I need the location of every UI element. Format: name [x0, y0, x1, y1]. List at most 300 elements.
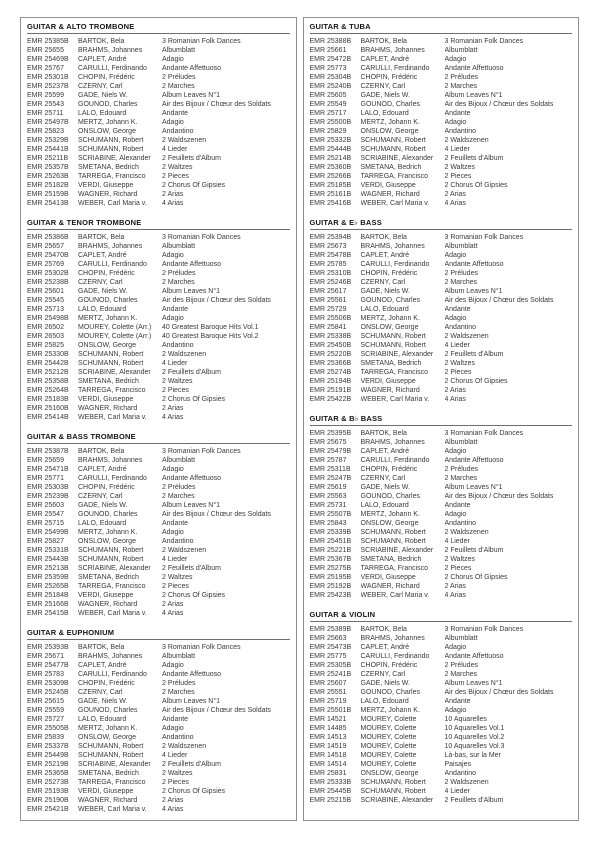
composer-name: BRAHMS, Johannes [360, 243, 425, 250]
composer-name: BARTOK, Bela [78, 38, 125, 45]
table-row [310, 55, 573, 64]
piece-title: Andantino [162, 342, 194, 349]
composer-name: SCHUMANN, Robert [78, 752, 144, 759]
piece-title: 2 Chorus Of Gipsies [162, 182, 226, 189]
section-title: GUITAR & BASS TROMBONE [27, 432, 290, 444]
table-row [310, 634, 573, 643]
catalog-number: EMR 25659 [27, 457, 64, 464]
catalog-section [310, 22, 573, 208]
piece-title: 4 Lieder [162, 752, 188, 759]
piece-title: Albumblatt [444, 243, 478, 250]
composer-name: WAGNER, Richard [78, 405, 138, 412]
catalog-number: EMR 25563 [309, 493, 347, 500]
catalog-number: EMR 25617 [309, 288, 347, 295]
composer-name: VERDI, Giuseppe [78, 396, 134, 403]
catalog-number: EMR 25339B [309, 529, 352, 536]
catalog-number: EMR 26502 [27, 324, 64, 331]
table-row [310, 582, 573, 591]
catalog-number: EMR 25507B [309, 511, 352, 518]
catalog-number: EMR 25727 [27, 716, 64, 723]
table-row [27, 706, 290, 715]
piece-title: Paisajes [444, 761, 471, 768]
composer-name: CHOPIN, Frédéric [78, 74, 135, 81]
catalog-number: EMR 25619 [309, 484, 347, 491]
section-rows [27, 447, 290, 618]
piece-title: 2 Feuillets d'Album [162, 565, 221, 572]
catalog-number: EMR 25394B [309, 234, 352, 241]
table-row [310, 64, 573, 73]
catalog-number: EMR 25332B [309, 137, 352, 144]
catalog-number: EMR 25159B [27, 191, 69, 198]
table-row [310, 769, 573, 778]
catalog-number: EMR 25441B [27, 146, 69, 153]
piece-title: 2 Feuillets d'Album [444, 797, 504, 804]
piece-title: Andantino [444, 324, 477, 331]
table-row [27, 742, 290, 751]
catalog-number: EMR 25193B [27, 788, 69, 795]
catalog-number: EMR 25729 [309, 306, 347, 313]
catalog-number: EMR 25478B [309, 252, 352, 259]
table-row [27, 341, 290, 350]
composer-name: TARREGA, Francisco [78, 583, 146, 590]
catalog-number: EMR 25506B [309, 315, 352, 322]
catalog-number: EMR 25366B [309, 360, 352, 367]
table-row [27, 688, 290, 697]
catalog-number: EMR 25329B [27, 137, 69, 144]
catalog-column-left [20, 17, 297, 821]
piece-title: Album Leaves N°1 [444, 484, 503, 491]
catalog-number: EMR 25841 [309, 324, 347, 331]
table-row [27, 652, 290, 661]
catalog-number: EMR 25302B [27, 270, 69, 277]
table-row [310, 287, 573, 296]
composer-name: TARREGA, Francisco [360, 565, 429, 572]
catalog-section [27, 22, 290, 208]
table-row [310, 760, 573, 769]
catalog-number: EMR 25607 [309, 680, 347, 687]
piece-title: 3 Romanian Folk Dances [444, 430, 524, 437]
composer-name: WAGNER, Richard [360, 583, 420, 590]
catalog-number: EMR 25303B [27, 484, 69, 491]
table-row [310, 251, 573, 260]
table-row [310, 429, 573, 438]
catalog-number: EMR 25549 [309, 101, 347, 108]
table-row [310, 546, 573, 555]
catalog-number: EMR 25182B [27, 182, 69, 189]
piece-title: Adagio [162, 725, 184, 732]
composer-name: MERTZ, Johann K. [78, 529, 138, 536]
table-row [310, 386, 573, 395]
composer-name: BRAHMS, Johannes [360, 439, 425, 446]
table-row [27, 492, 290, 501]
composer-name: MERTZ, Johann K. [360, 707, 420, 714]
table-row [27, 537, 290, 546]
composer-name: BARTOK, Bela [78, 448, 125, 455]
section-title: GUITAR & E♭ BASS [310, 218, 573, 230]
table-row [310, 91, 573, 100]
composer-name: CZERNY, Carl [78, 83, 123, 90]
catalog-number: EMR 25386B [27, 234, 69, 241]
table-row [27, 778, 290, 787]
piece-title: 40 Greatest Baroque Hits Vol.2 [162, 333, 259, 340]
piece-title: 2 Waltzes [162, 770, 193, 777]
piece-title: Andante [162, 716, 189, 723]
catalog-number: EMR 25416B [309, 200, 352, 207]
composer-name: SCRIABINE, Alexander [78, 565, 151, 572]
table-row [310, 474, 573, 483]
piece-title: 2 Marches [444, 671, 478, 678]
piece-title: Adagio [162, 119, 184, 126]
composer-name: SCRIABINE, Alexander [78, 761, 151, 768]
composer-name: CZERNY, Carl [78, 689, 123, 696]
catalog-number: EMR 25337B [27, 743, 69, 750]
table-row [27, 724, 290, 733]
catalog-number: EMR 25266B [309, 173, 352, 180]
piece-title: 2 Waldszenen [162, 137, 207, 144]
composer-name: WAGNER, Richard [78, 797, 138, 804]
piece-title: Album Leaves N°1 [444, 680, 503, 687]
composer-name: CARULLI, Ferdinando [360, 653, 430, 660]
piece-title: 4 Arias [162, 806, 184, 813]
table-row [310, 456, 573, 465]
catalog-section [27, 432, 290, 618]
composer-name: CHOPIN, Frédéric [78, 270, 135, 277]
catalog-number: EMR 25471B [27, 466, 69, 473]
table-row [27, 37, 290, 46]
composer-name: SCHUMANN, Robert [360, 538, 426, 545]
piece-title: Andante Affettuoso [444, 457, 504, 464]
composer-name: LALO, Edouard [78, 306, 127, 313]
catalog-number: EMR 25603 [27, 502, 64, 509]
catalog-number: EMR 25559 [27, 707, 64, 714]
table-row [27, 100, 290, 109]
catalog-number: EMR 25839 [27, 734, 64, 741]
catalog-number: EMR 25477B [27, 662, 69, 669]
table-row [310, 269, 573, 278]
piece-title: Adagio [162, 529, 184, 536]
catalog-number: EMR 25663 [309, 635, 347, 642]
piece-title: Andantino [444, 128, 477, 135]
piece-title: 2 Pieces [162, 173, 189, 180]
piece-title: 2 Arias [444, 583, 466, 590]
piece-title: Albumblatt [444, 439, 478, 446]
catalog-number: EMR 25731 [309, 502, 347, 509]
composer-name: CAPLET, André [360, 252, 410, 259]
piece-title: 3 Romanian Folk Dances [444, 626, 524, 633]
table-row [310, 172, 573, 181]
catalog-number: EMR 25311B [309, 466, 351, 473]
composer-name: ONSLOW, George [360, 520, 419, 527]
catalog-number: EMR 25367B [309, 556, 352, 563]
table-row [27, 395, 290, 404]
catalog-number: EMR 25423B [309, 592, 352, 599]
catalog-number: EMR 25221B [309, 547, 352, 554]
piece-title: Adagio [444, 707, 467, 714]
catalog-number: EMR 25359B [27, 574, 69, 581]
catalog-number: EMR 25715 [27, 520, 64, 527]
composer-name: GOUNOD, Charles [78, 707, 138, 714]
piece-title: Andantino [162, 128, 194, 135]
catalog-number: EMR 25365B [27, 770, 69, 777]
table-row [310, 715, 573, 724]
composer-name: SMETANA, Bedrich [78, 164, 139, 171]
catalog-number: EMR 25422B [309, 396, 352, 403]
composer-name: VERDI, Giuseppe [78, 788, 134, 795]
piece-title: 4 Lieder [162, 556, 188, 563]
composer-name: BARTOK, Bela [78, 234, 125, 241]
table-row [310, 447, 573, 456]
catalog-number: EMR 25388B [309, 38, 352, 45]
piece-title: 3 Romanian Folk Dances [162, 38, 241, 45]
catalog-number: EMR 25275B [309, 565, 352, 572]
piece-title: 2 Feuillets d'Album [444, 155, 504, 162]
table-row [310, 136, 573, 145]
piece-title: 2 Marches [444, 83, 478, 90]
piece-title: 2 Feuillets d'Album [162, 155, 221, 162]
catalog-number: EMR 25338B [309, 333, 352, 340]
catalog-number: EMR 25505B [27, 725, 69, 732]
piece-title: Adagio [162, 56, 184, 63]
piece-title: 4 Arias [162, 414, 184, 421]
table-row [310, 163, 573, 172]
composer-name: MERTZ, Johann K. [360, 511, 420, 518]
composer-name: CZERNY, Carl [360, 83, 406, 90]
composer-name: MOUREY, Colette [360, 734, 417, 741]
composer-name: MOUREY, Colette [360, 752, 417, 759]
catalog-number: EMR 25675 [309, 439, 347, 446]
table-row [27, 600, 290, 609]
catalog-number: EMR 26503 [27, 333, 64, 340]
section-rows [27, 37, 290, 208]
section-title: GUITAR & VIOLIN [310, 610, 573, 622]
catalog-number: EMR 25219B [27, 761, 69, 768]
composer-name: SCRIABINE, Alexander [360, 547, 434, 554]
catalog-number: EMR 25601 [27, 288, 64, 295]
piece-title: Albumblatt [162, 653, 196, 660]
catalog-number: EMR 25500B [309, 119, 352, 126]
table-row [27, 555, 290, 564]
table-row [310, 688, 573, 697]
table-row [310, 679, 573, 688]
composer-name: ONSLOW, George [78, 342, 136, 349]
catalog-number: EMR 25547 [27, 511, 64, 518]
section-rows [310, 429, 573, 600]
composer-name: MOUREY, Colette [360, 725, 417, 732]
composer-name: BARTOK, Bela [360, 626, 407, 633]
catalog-number: EMR 25247B [309, 475, 352, 482]
composer-name: CARULLI, Ferdinando [78, 671, 147, 678]
composer-name: GADE, Niels W. [78, 502, 128, 509]
composer-name: ONSLOW, George [78, 734, 136, 741]
table-row [310, 260, 573, 269]
piece-title: 2 Marches [444, 475, 478, 482]
composer-name: BARTOK, Bela [360, 430, 407, 437]
piece-title: 10 Aquarelles Vol.2 [444, 734, 505, 741]
catalog-number: EMR 25719 [309, 698, 347, 705]
composer-name: TARREGA, Francisco [78, 779, 146, 786]
table-row [310, 46, 573, 55]
piece-title: 2 Préludes [162, 484, 196, 491]
piece-title: 4 Lieder [444, 146, 470, 153]
catalog-number: EMR 25213B [27, 565, 69, 572]
catalog-number: EMR 25301B [27, 74, 69, 81]
catalog-number: EMR 25450B [309, 342, 352, 349]
piece-title: Adagio [444, 511, 467, 518]
catalog-number: EMR 25773 [309, 65, 347, 72]
catalog-section [310, 414, 573, 600]
piece-title: Andante Affettuoso [162, 671, 222, 678]
table-row [27, 670, 290, 679]
table-row [27, 46, 290, 55]
section-title: GUITAR & ALTO TROMBONE [27, 22, 290, 34]
composer-name: SCHUMANN, Robert [360, 342, 426, 349]
piece-title: Andante [162, 306, 189, 313]
piece-title: Andante [444, 306, 471, 313]
composer-name: CAPLET, André [78, 662, 127, 669]
piece-title: Adagio [444, 448, 467, 455]
section-title: GUITAR & TENOR TROMBONE [27, 218, 290, 230]
composer-name: WEBER, Carl Maria v. [78, 200, 147, 207]
table-row [27, 591, 290, 600]
piece-title: 2 Pieces [162, 583, 189, 590]
composer-name: MOUREY, Colette [360, 716, 417, 723]
composer-name: WAGNER, Richard [78, 601, 138, 608]
catalog-number: EMR 25717 [309, 110, 347, 117]
piece-title: Andante Affettuoso [444, 65, 504, 72]
catalog-number: EMR 25615 [27, 698, 64, 705]
piece-title: 2 Waldszenen [444, 779, 489, 786]
catalog-number: EMR 25657 [27, 243, 64, 250]
catalog-number: EMR 25212B [27, 369, 69, 376]
piece-title: 3 Romanian Folk Dances [444, 38, 524, 45]
composer-name: LALO, Edouard [78, 110, 127, 117]
table-row [310, 395, 573, 404]
piece-title: 2 Marches [162, 279, 195, 286]
catalog-number: EMR 25161B [309, 191, 352, 198]
piece-title: Air des Bijoux / Chœur des Soldats [444, 689, 554, 696]
catalog-number: EMR 25479B [309, 448, 352, 455]
composer-name: WEBER, Carl Maria v. [78, 806, 147, 813]
catalog-number: EMR 25194B [309, 378, 352, 385]
catalog-number: EMR 25393B [27, 644, 69, 651]
piece-title: 2 Préludes [162, 680, 196, 687]
section-title: GUITAR & EUPHONIUM [27, 628, 290, 640]
catalog-section [27, 218, 290, 422]
table-row [27, 573, 290, 582]
catalog-number: EMR 14514 [309, 761, 347, 768]
table-row [310, 733, 573, 742]
piece-title: Albumblatt [162, 47, 196, 54]
table-row [27, 465, 290, 474]
catalog-number: EMR 25785 [309, 261, 347, 268]
catalog-number: EMR 25472B [309, 56, 352, 63]
section-rows [310, 625, 573, 805]
composer-name: LALO, Edouard [78, 520, 127, 527]
table-row [27, 643, 290, 652]
piece-title: 10 Aquarelles Vol.1 [444, 725, 505, 732]
table-row [310, 332, 573, 341]
piece-title: Andante [162, 110, 189, 117]
table-row [310, 377, 573, 386]
table-row [27, 350, 290, 359]
table-row [310, 697, 573, 706]
catalog-number: EMR 25239B [27, 493, 69, 500]
table-row [27, 377, 290, 386]
composer-name: CHOPIN, Frédéric [360, 662, 418, 669]
table-row [27, 368, 290, 377]
composer-name: BARTOK, Bela [360, 38, 407, 45]
composer-name: CARULLI, Ferdinando [78, 475, 147, 482]
composer-name: SMETANA, Bedrich [78, 378, 139, 385]
table-row [310, 519, 573, 528]
catalog-number: EMR 25330B [27, 351, 69, 358]
piece-title: 2 Arias [162, 797, 184, 804]
composer-name: BARTOK, Bela [78, 644, 125, 651]
catalog-number: EMR 25713 [27, 306, 64, 313]
catalog-number: EMR 25220B [309, 351, 352, 358]
table-row [310, 796, 573, 805]
catalog-number: EMR 25190B [27, 797, 69, 804]
catalog-number: EMR 25237B [27, 83, 69, 90]
piece-title: Andante Affettuoso [162, 475, 222, 482]
piece-title: 2 Chorus Of Gipsies [162, 592, 226, 599]
catalog-number: EMR 25265B [27, 583, 69, 590]
table-row [27, 181, 290, 190]
table-row [310, 652, 573, 661]
table-row [27, 474, 290, 483]
piece-title: Albumblatt [444, 47, 478, 54]
catalog-number: EMR 25333B [309, 779, 352, 786]
piece-title: Andante Affettuoso [444, 261, 504, 268]
piece-title: Air des Bijoux / Chœur des Soldats [444, 297, 554, 304]
section-rows [27, 643, 290, 814]
piece-title: 3 Romanian Folk Dances [162, 644, 241, 651]
piece-title: 2 Feuillets d'Album [162, 761, 221, 768]
catalog-number: EMR 25442B [27, 360, 69, 367]
piece-title: 2 Waltzes [444, 556, 475, 563]
table-row [27, 661, 290, 670]
catalog-number: EMR 25421B [27, 806, 69, 813]
composer-name: CZERNY, Carl [360, 279, 406, 286]
table-row [27, 751, 290, 760]
table-row [27, 546, 290, 555]
table-row [310, 73, 573, 82]
piece-title: 2 Chorus Of Gipsies [444, 574, 508, 581]
composer-name: ONSLOW, George [360, 770, 419, 777]
piece-title: Air des Bijoux / Chœur des Soldats [162, 101, 271, 108]
table-row [310, 483, 573, 492]
catalog-number: EMR 25241B [309, 671, 352, 678]
table-row [310, 501, 573, 510]
table-row [27, 582, 290, 591]
composer-name: TARREGA, Francisco [360, 369, 429, 376]
table-row [310, 190, 573, 199]
composer-name: SCRIABINE, Alexander [360, 351, 434, 358]
composer-name: GADE, Niels W. [360, 484, 410, 491]
composer-name: SMETANA, Bedrich [360, 360, 422, 367]
composer-name: SCHUMANN, Robert [360, 788, 426, 795]
table-row [310, 465, 573, 474]
piece-title: 10 Aquarelles [444, 716, 487, 723]
piece-title: 2 Arias [162, 405, 184, 412]
composer-name: CHOPIN, Frédéric [360, 74, 418, 81]
composer-name: MERTZ, Johann K. [360, 315, 420, 322]
catalog-number: EMR 25215B [309, 797, 352, 804]
catalog-number: EMR 25358B [27, 378, 69, 385]
piece-title: 2 Waldszenen [162, 351, 207, 358]
table-row [310, 438, 573, 447]
composer-name: SMETANA, Bedrich [78, 770, 139, 777]
